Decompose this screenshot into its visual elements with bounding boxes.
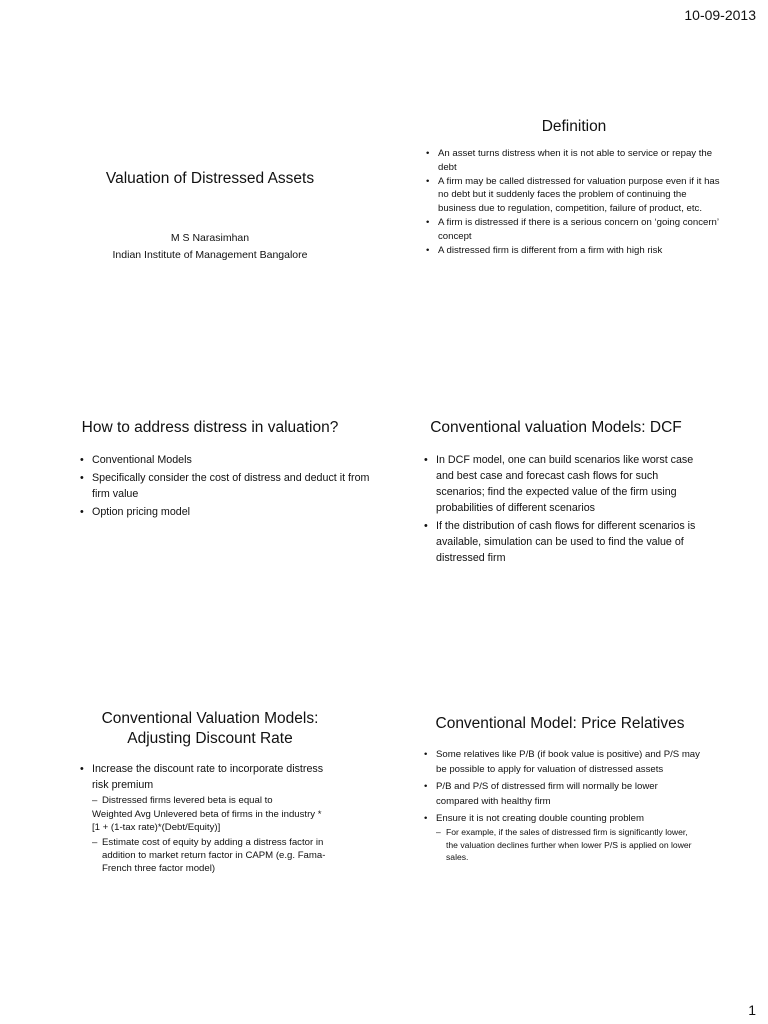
slide-heading: How to address distress in valuation? [81, 419, 339, 436]
bullet-text: Ensure it is not creating double counting problem [436, 812, 644, 824]
bullet-item [422, 812, 700, 864]
slide-heading: Definition [541, 118, 607, 135]
author-affiliation: Indian Institute of Management Bangalore [112, 249, 308, 262]
page-date: 10-09-2013 [684, 7, 756, 23]
page-number: 1 [748, 1002, 756, 1018]
slide-price-relatives [420, 714, 700, 864]
sub-bullet-continuation: Weighted Avg Unlevered beta of firms in the industry * [1 + (1-tax rate)*(Debt/Equity)] [92, 808, 322, 834]
bullet-list [424, 147, 724, 257]
bullet-item: • A distressed firm is different from a firm with high risk [424, 244, 724, 257]
slide-heading: Conventional Model: Price Relatives [435, 715, 685, 732]
bullet-item: • Option pricing model [78, 504, 372, 520]
bullet-list [420, 748, 700, 864]
slide-heading-line: Adjusting Discount Rate [127, 730, 293, 748]
sub-bullet-item: – Estimate cost of equity by adding a distress factor in addition to market return factor in CAPM (e.g. Fama-French three factor model) [92, 836, 330, 876]
bullet-item: • A firm is distressed if there is a serious concern on ‘going concern’ concept [424, 216, 724, 243]
bullet-item: • Specifically consider the cost of distress and deduct it from firm value [78, 470, 372, 502]
sub-bullet-list [436, 826, 700, 863]
sub-bullet-text: Distressed firms levered beta is equal to [102, 795, 273, 807]
slide-definition [424, 117, 724, 258]
slide-address-distress [40, 418, 380, 520]
sub-bullet-item [92, 794, 330, 834]
bullet-item: • P/B and P/S of distressed firm will normally be lower compared with healthy firm [422, 780, 700, 810]
bullet-item: • A firm may be called distressed for valuation purpose even if it has no debt but it suddenly faces the problem of continuing the business due to regulation, competition, failure of product, etc. [424, 175, 724, 215]
bullet-list [40, 452, 380, 520]
bullet-item: • If the distribution of cash flows for different scenarios is available, simulation can be used to find the value of distressed firm [422, 518, 696, 566]
bullet-list [416, 452, 696, 566]
bullet-item: • An asset turns distress when it is not able to service or repay the debt [424, 147, 724, 174]
slide-title-valuation [40, 170, 380, 265]
bullet-item: • In DCF model, one can build scenarios like worst case and best case and forecast cash flows for such scenarios; find the expected value of the firm using probabilities of different scenarios [422, 452, 696, 516]
presentation-title: Valuation of Distressed Assets [105, 170, 315, 187]
slide-discount-rate [40, 709, 380, 876]
slide-heading: Conventional valuation Models: DCF [430, 419, 682, 436]
bullet-text: Increase the discount rate to incorporate distress risk premium [92, 763, 324, 792]
author-block [40, 230, 380, 265]
slide-heading-line: Conventional Valuation Models: [101, 710, 319, 727]
sub-bullet-item: – For example, if the sales of distressed firm is significantly lower, the valuation declines further when lower P/S is applied on lower sales. [436, 826, 694, 863]
slide-dcf [416, 418, 696, 566]
bullet-item [78, 761, 330, 876]
sub-bullet-list [92, 794, 330, 876]
bullet-item: • Some relatives like P/B (if book value is positive) and P/S may be possible to apply for valuation of distressed assets [422, 748, 700, 778]
author-name: M S Narasimhan [170, 232, 250, 244]
slide-heading [40, 709, 380, 749]
bullet-item: • Conventional Models [78, 452, 372, 468]
bullet-list [40, 761, 380, 876]
